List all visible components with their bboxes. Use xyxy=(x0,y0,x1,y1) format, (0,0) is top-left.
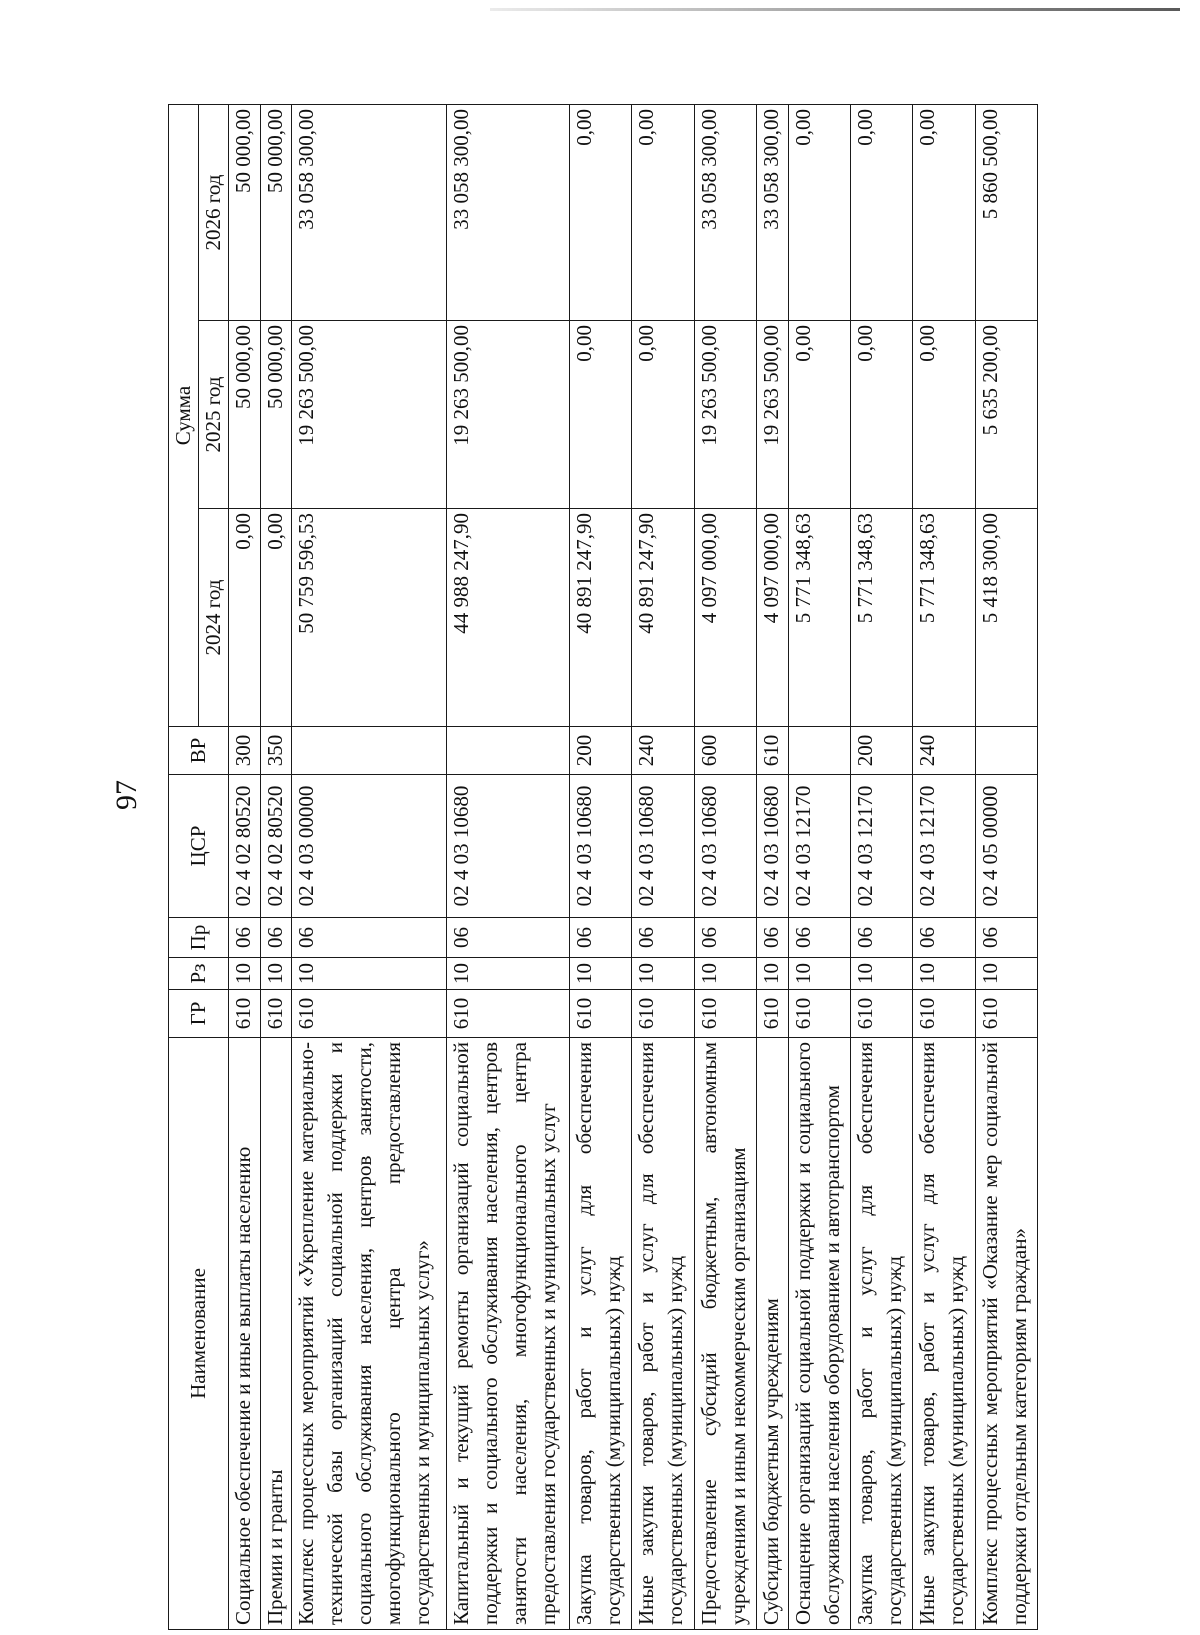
table-header-row xyxy=(169,104,199,1629)
row-csr: 02 4 03 10680 xyxy=(756,775,788,918)
row-sum-2026: 0,00 xyxy=(913,104,975,320)
table-row xyxy=(850,104,912,1629)
table-row xyxy=(229,104,261,1629)
row-csr: 02 4 03 10680 xyxy=(694,775,756,918)
row-vr: 600 xyxy=(694,727,756,775)
row-rz: 10 xyxy=(446,958,570,990)
row-pr: 06 xyxy=(913,918,975,958)
row-csr: 02 4 03 00000 xyxy=(292,775,446,918)
row-vr xyxy=(788,727,850,775)
row-sum-2026: 5 860 500,00 xyxy=(975,104,1037,320)
row-rz: 10 xyxy=(788,958,850,990)
row-sum-2024: 4 097 000,00 xyxy=(756,509,788,727)
row-csr: 02 4 02 80520 xyxy=(229,775,261,918)
row-name: Оснащение организаций социальной поддержки и социального обслуживания населения оборудованием и автотранспортом xyxy=(788,1038,850,1630)
row-name: Субсидии бюджетным учреждениям xyxy=(756,1038,788,1630)
row-name: Закупка товаров, работ и услуг для обеспечения государственных (муниципальных) нужд xyxy=(850,1038,912,1630)
row-rz: 10 xyxy=(913,958,975,990)
row-pr: 06 xyxy=(229,918,261,958)
row-vr: 300 xyxy=(229,727,261,775)
row-sum-2026: 0,00 xyxy=(850,104,912,320)
row-sum-2024: 5 418 300,00 xyxy=(975,509,1037,727)
header-year-2024: 2024 год xyxy=(199,509,229,727)
header-vr: ВР xyxy=(169,727,229,775)
header-gr: ГР xyxy=(169,990,229,1038)
row-vr: 610 xyxy=(756,727,788,775)
row-rz: 10 xyxy=(292,958,446,990)
row-sum-2025: 19 263 500,00 xyxy=(756,321,788,509)
row-name: Комплекс процессных мероприятий «Укрепление материально-технической базы организаций социальной поддержки и социального обслуживания населения, центров занятости, многофункционального центра предоставления государственных и муниципальных услуг» xyxy=(292,1038,446,1630)
rotated-table-wrapper xyxy=(168,105,1038,1630)
row-sum-2026: 33 058 300,00 xyxy=(446,104,570,320)
row-sum-2025: 0,00 xyxy=(570,321,632,509)
row-vr: 240 xyxy=(632,727,694,775)
row-pr: 06 xyxy=(632,918,694,958)
row-gr: 610 xyxy=(260,990,292,1038)
row-gr: 610 xyxy=(229,990,261,1038)
row-sum-2025: 5 635 200,00 xyxy=(975,321,1037,509)
row-vr xyxy=(975,727,1037,775)
page-number: 97 xyxy=(110,780,143,810)
row-rz: 10 xyxy=(850,958,912,990)
header-sum: Сумма xyxy=(169,104,199,726)
table-row xyxy=(260,104,292,1629)
budget-table xyxy=(168,104,1038,1630)
row-sum-2026: 0,00 xyxy=(788,104,850,320)
row-pr: 06 xyxy=(694,918,756,958)
row-name: Премии и гранты xyxy=(260,1038,292,1630)
table-row xyxy=(913,104,975,1629)
row-rz: 10 xyxy=(570,958,632,990)
row-pr: 06 xyxy=(446,918,570,958)
row-vr: 200 xyxy=(850,727,912,775)
table-row xyxy=(788,104,850,1629)
row-rz: 10 xyxy=(756,958,788,990)
row-sum-2024: 5 771 348,63 xyxy=(788,509,850,727)
header-csr: ЦСР xyxy=(169,775,229,918)
row-sum-2024: 0,00 xyxy=(260,509,292,727)
row-csr: 02 4 03 12170 xyxy=(850,775,912,918)
row-pr: 06 xyxy=(292,918,446,958)
row-name: Иные закупки товаров, работ и услуг для обеспечения государственных (муниципальных) нужд xyxy=(913,1038,975,1630)
row-name: Социальное обеспечение и иные выплаты населению xyxy=(229,1038,261,1630)
header-rz: Рз xyxy=(169,958,229,990)
header-name: Наименование xyxy=(169,1038,229,1630)
row-sum-2026: 0,00 xyxy=(632,104,694,320)
row-name: Закупка товаров, работ и услуг для обеспечения государственных (муниципальных) нужд xyxy=(570,1038,632,1630)
row-sum-2025: 50 000,00 xyxy=(260,321,292,509)
row-name: Комплекс процессных мероприятий «Оказание мер социальной поддержки отдельным категориям граждан» xyxy=(975,1038,1037,1630)
row-sum-2026: 50 000,00 xyxy=(229,104,261,320)
row-vr: 200 xyxy=(570,727,632,775)
row-sum-2024: 5 771 348,63 xyxy=(913,509,975,727)
row-pr: 06 xyxy=(975,918,1037,958)
row-csr: 02 4 03 12170 xyxy=(788,775,850,918)
row-sum-2025: 50 000,00 xyxy=(229,321,261,509)
row-sum-2024: 0,00 xyxy=(229,509,261,727)
row-gr: 610 xyxy=(632,990,694,1038)
row-vr xyxy=(446,727,570,775)
row-gr: 610 xyxy=(570,990,632,1038)
row-sum-2025: 0,00 xyxy=(913,321,975,509)
row-sum-2025: 0,00 xyxy=(850,321,912,509)
table-row xyxy=(694,104,756,1629)
header-year-2025: 2025 год xyxy=(199,321,229,509)
row-csr: 02 4 05 00000 xyxy=(975,775,1037,918)
row-sum-2026: 50 000,00 xyxy=(260,104,292,320)
row-sum-2024: 44 988 247,90 xyxy=(446,509,570,727)
row-sum-2025: 0,00 xyxy=(788,321,850,509)
row-gr: 610 xyxy=(850,990,912,1038)
row-gr: 610 xyxy=(788,990,850,1038)
row-sum-2024: 4 097 000,00 xyxy=(694,509,756,727)
header-year-2026: 2026 год xyxy=(199,104,229,320)
row-csr: 02 4 02 80520 xyxy=(260,775,292,918)
row-sum-2024: 50 759 596,53 xyxy=(292,509,446,727)
row-pr: 06 xyxy=(570,918,632,958)
row-csr: 02 4 03 10680 xyxy=(632,775,694,918)
row-rz: 10 xyxy=(632,958,694,990)
row-csr: 02 4 03 10680 xyxy=(446,775,570,918)
row-sum-2025: 19 263 500,00 xyxy=(292,321,446,509)
row-pr: 06 xyxy=(756,918,788,958)
row-csr: 02 4 03 10680 xyxy=(570,775,632,918)
row-sum-2026: 0,00 xyxy=(570,104,632,320)
row-sum-2024: 40 891 247,90 xyxy=(570,509,632,727)
row-gr: 610 xyxy=(756,990,788,1038)
row-name: Иные закупки товаров, работ и услуг для обеспечения государственных (муниципальных) нужд xyxy=(632,1038,694,1630)
row-sum-2025: 0,00 xyxy=(632,321,694,509)
row-name: Капитальный и текущий ремонты организаций социальной поддержки и социального обслуживания населения, центров занятости населения, многофункционального центра предоставления государственных и муниципальных услуг xyxy=(446,1038,570,1630)
row-sum-2025: 19 263 500,00 xyxy=(694,321,756,509)
table-row xyxy=(632,104,694,1629)
row-gr: 610 xyxy=(694,990,756,1038)
row-pr: 06 xyxy=(788,918,850,958)
row-sum-2026: 33 058 300,00 xyxy=(694,104,756,320)
row-sum-2026: 33 058 300,00 xyxy=(292,104,446,320)
row-pr: 06 xyxy=(260,918,292,958)
row-rz: 10 xyxy=(975,958,1037,990)
row-gr: 610 xyxy=(292,990,446,1038)
row-vr xyxy=(292,727,446,775)
row-csr: 02 4 03 12170 xyxy=(913,775,975,918)
table-row xyxy=(446,104,570,1629)
row-vr: 240 xyxy=(913,727,975,775)
row-rz: 10 xyxy=(694,958,756,990)
row-sum-2024: 40 891 247,90 xyxy=(632,509,694,727)
row-vr: 350 xyxy=(260,727,292,775)
row-rz: 10 xyxy=(260,958,292,990)
row-pr: 06 xyxy=(850,918,912,958)
table-row xyxy=(975,104,1037,1629)
row-sum-2026: 33 058 300,00 xyxy=(756,104,788,320)
row-gr: 610 xyxy=(446,990,570,1038)
header-pr: Пр xyxy=(169,918,229,958)
row-sum-2025: 19 263 500,00 xyxy=(446,321,570,509)
row-sum-2024: 5 771 348,63 xyxy=(850,509,912,727)
table-row xyxy=(292,104,446,1629)
row-gr: 610 xyxy=(913,990,975,1038)
row-gr: 610 xyxy=(975,990,1037,1038)
row-rz: 10 xyxy=(229,958,261,990)
table-row xyxy=(756,104,788,1629)
row-name: Предоставление субсидий бюджетным, автономным учреждениям и иным некоммерческим организациям xyxy=(694,1038,756,1630)
scan-top-rule xyxy=(490,8,1180,11)
table-row xyxy=(570,104,632,1629)
